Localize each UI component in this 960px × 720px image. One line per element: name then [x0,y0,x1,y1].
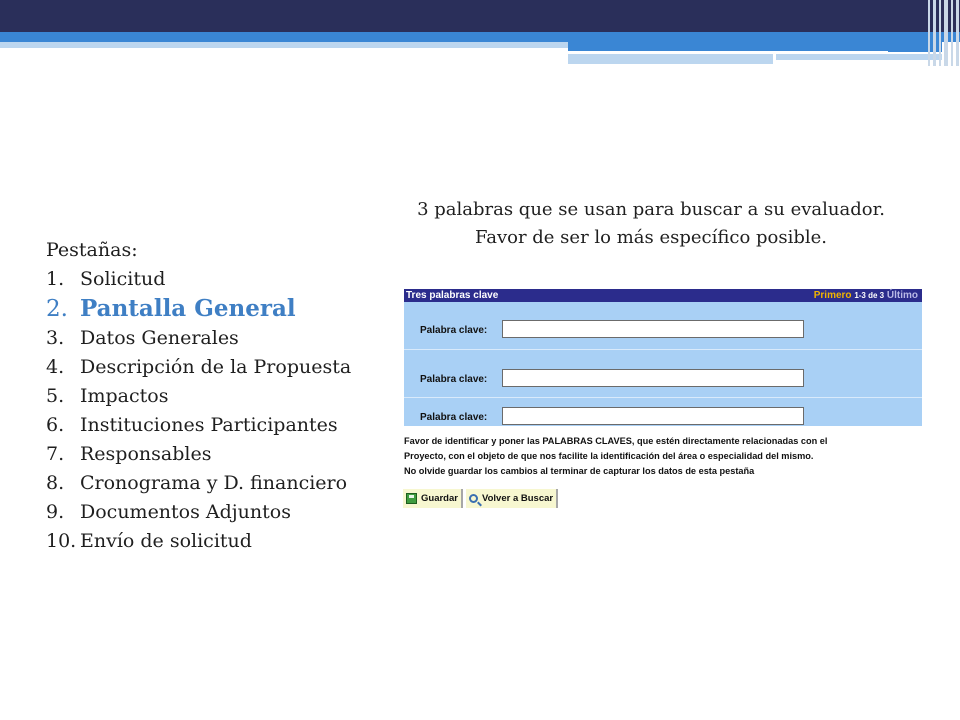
save-button[interactable] [403,489,463,508]
tab-item-envio: 10. Envío de solicitud [46,527,386,556]
pager [814,289,922,302]
tab-item-label: Responsables [80,443,212,465]
keyword-label: Palabra clave: [420,374,488,385]
tab-item-pantalla-general: 2. Pantalla General [46,295,296,322]
keyword-row [404,398,922,426]
tab-item-label: Instituciones Participantes [80,414,338,436]
save-icon [406,493,417,504]
tab-item-label: Envío de solicitud [80,530,252,552]
header-pale-bar-right [776,54,942,60]
tab-list [46,265,386,556]
header-accent-bar [0,32,960,42]
tab-item-cronograma: 8. Cronograma y D. financiero [46,469,386,498]
tab-item-solicitud: 1. Solicitud [46,265,386,294]
tab-list-panel [46,236,386,556]
pager-range: 1-3 de 3 [854,291,885,300]
tab-item-label: Cronograma y D. financiero [80,472,348,494]
keyword-input-2[interactable] [502,369,804,387]
header-light-bar [0,42,568,48]
header-stripes [926,0,960,66]
form-title-bar [404,289,922,302]
pager-first-link[interactable]: Primero [813,290,852,301]
tab-item-label: Impactos [80,385,169,407]
description-line-1: 3 palabras que se usan para buscar a su evaluador. [417,199,885,220]
save-button-label: Guardar [421,493,458,504]
keyword-input-3[interactable] [502,407,804,425]
description [384,196,918,252]
keyword-row [404,302,922,350]
tab-item-instituciones: 6. Instituciones Participantes [46,411,386,440]
tab-item-datos-generales: 3. Datos Generales [46,324,386,353]
back-to-search-label: Volver a Buscar [481,493,554,504]
tab-list-heading: Pestañas: [46,239,138,261]
tab-item-responsables: 7. Responsables [46,440,386,469]
keywords-form [404,289,922,479]
form-note [404,434,922,479]
tab-item-label: Solicitud [80,268,166,290]
form-title: Tres palabras clave [406,290,499,301]
form-buttons [403,489,558,508]
pager-last-link[interactable]: Último [886,290,918,301]
tab-item-label: Datos Generales [80,327,239,349]
header-divider-line [568,51,888,53]
tab-item-documentos: 9. Documentos Adjuntos [46,498,386,527]
description-line-2: Favor de ser lo más específico posible. [474,227,828,248]
header-bar [0,0,960,32]
back-to-search-button[interactable] [466,489,558,508]
form-note-line: Proyecto, con el objeto de que nos facilite la identificación del área o especialidad del mismo. [404,451,814,461]
tab-item-descripcion: 4. Descripción de la Propuesta [46,353,386,382]
form-note-line: Favor de identificar y poner las PALABRAS CLAVES, que estén directamente relacionadas con el [404,436,828,446]
search-icon [469,494,478,503]
keyword-input-1[interactable] [502,320,804,338]
keyword-label: Palabra clave: [420,325,488,336]
tab-item-impactos: 5. Impactos [46,382,386,411]
header-pale-bar [568,54,773,64]
keyword-row [404,350,922,398]
form-note-line: No olvide guardar los cambios al terminar de capturar los datos de esta pestaña [404,466,755,476]
tab-item-label: Descripción de la Propuesta [80,356,352,378]
keyword-label: Palabra clave: [420,412,488,423]
tab-item-label: Pantalla General [80,295,296,322]
tab-item-label: Documentos Adjuntos [80,501,291,523]
